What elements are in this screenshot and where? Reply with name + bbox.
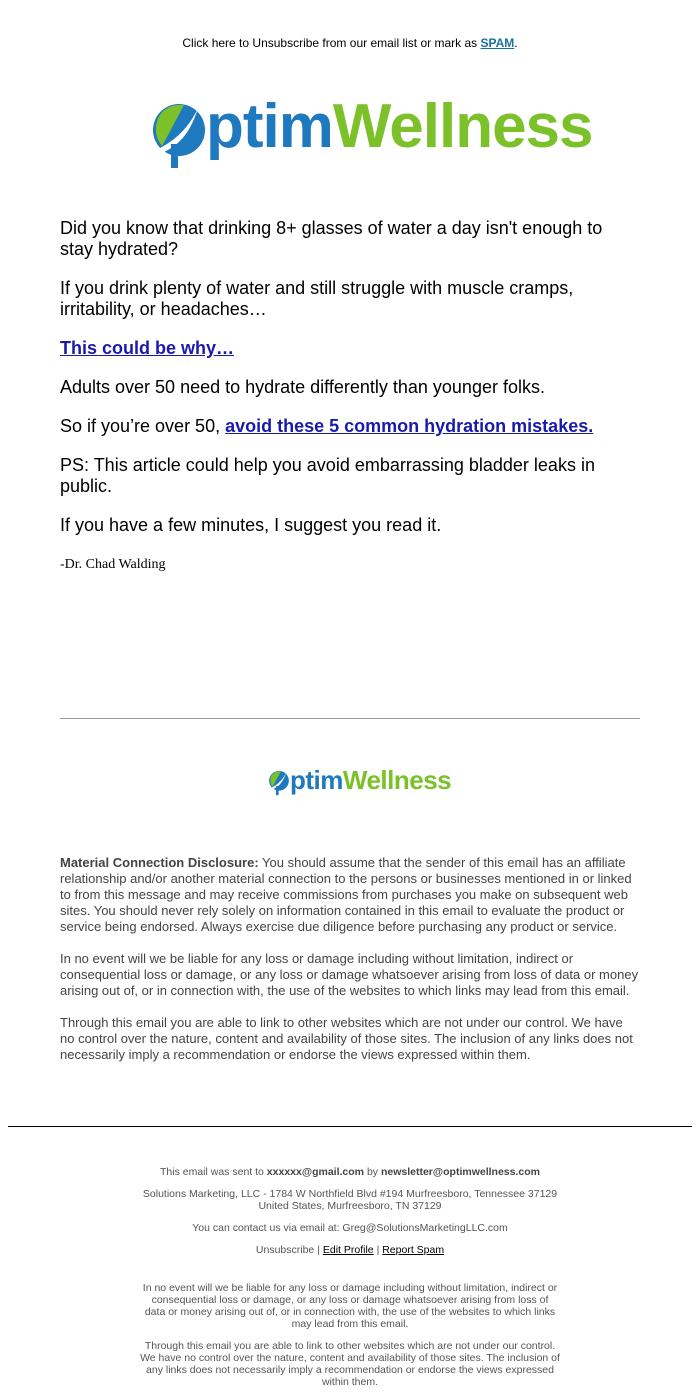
- footer-brand-wordmark: ptimWellness: [290, 765, 452, 795]
- footer-links: Unsubscribe | Edit Profile | Report Spam: [255, 1244, 445, 1256]
- recipient-email: xxxxxx@gmail.com: [266, 1166, 365, 1178]
- footer-brand-logo: [268, 762, 452, 798]
- unsubscribe-text[interactable]: Click here to Unsubscribe from our email list or mark as: [182, 36, 478, 50]
- footer-divider: [8, 1126, 692, 1127]
- article-link-why[interactable]: This could be why…: [60, 338, 235, 358]
- edit-profile-link[interactable]: Edit Profile: [322, 1244, 374, 1256]
- leaf-o-icon-small: [268, 764, 290, 796]
- paragraph-adults: Adults over 50 need to hydrate differently than younger folks.: [60, 377, 545, 397]
- liability-paragraph: In no event will we be liable for any loss or damage including without limitation, indirect or consequential loss or damage, or any loss or damage whatsoever arising from loss of data or money arising out of, or in connection with, the use of the websites to which links may lead from this email.: [60, 951, 639, 998]
- disclosure-paragraph: Material Connection Disclosure: You should assume that the sender of this email has an affiliate relationship and/or another material connection to the persons or businesses mentioned in or linked to from this message and may receive commissions from purchases you make on subsequent web sites. You should never rely solely on information contained in this email to evaluate the product or service being endorsed. Always exercise due diligence before purchasing any product or service.: [60, 855, 632, 934]
- brand-logo: [150, 84, 593, 170]
- article-link-mistakes[interactable]: avoid these 5 common hydration mistakes.: [225, 416, 594, 436]
- sender-email: newsletter@optimwellness.com: [380, 1166, 540, 1178]
- email-footer: [140, 1166, 560, 1398]
- sent-to-line: This email was sent to xxxxxx@gmail.com by newsletter@optimwellness.com: [160, 1166, 540, 1178]
- paragraph-ps: PS: This article could help you avoid embarrassing bladder leaks in public.: [60, 455, 595, 496]
- email-body: [60, 218, 640, 593]
- paragraph-over-50: So if you’re over 50, avoid these 5 common hydration mistakes.: [60, 416, 594, 436]
- disclosure-section: [60, 855, 640, 1079]
- external-links-paragraph: Through this email you are able to link to other websites which are not under our control. We have no control over the nature, content and availability of those sites. The inclusion of any links does not necessarily imply a recommendation or endorse the views expressed within them.: [60, 1015, 633, 1062]
- unsubscribe-notice: Click here to Unsubscribe from our email list or mark as SPAM.: [182, 36, 518, 50]
- unsubscribe-link[interactable]: Unsubscribe: [255, 1244, 315, 1256]
- signature: -Dr. Chad Walding: [60, 557, 166, 572]
- paragraph-suggest: If you have a few minutes, I suggest you read it.: [60, 515, 442, 535]
- brand-wordmark: ptimWellness: [206, 92, 593, 161]
- footer-legal-liability: In no event will we be liable for any loss or damage including without limitation, indirect or consequential loss or damage, or any loss or damage whatsoever arising from loss of data or money arising out of, or in connection with, the use of the websites to which links may lead from this email.: [142, 1282, 558, 1330]
- paragraph-symptoms: If you drink plenty of water and still struggle with muscle cramps, irritability, or headaches…: [60, 278, 574, 319]
- disclosure-heading: Material Connection Disclosure:: [60, 855, 259, 870]
- report-spam-link[interactable]: Report Spam: [382, 1244, 445, 1256]
- spam-link[interactable]: SPAM: [480, 36, 515, 50]
- footer-legal-links: Through this email you are able to link to other websites which are not under our control. We have no control over the nature, content and availability of those sites. The inclusion of any links does not necessarily imply a recommendation or endorse the views expressed within them.: [140, 1340, 560, 1388]
- contact-line: You can contact us via email at: Greg@SolutionsMarketingLLC.com: [192, 1222, 508, 1234]
- paragraph-intro: Did you know that drinking 8+ glasses of water a day isn't enough to stay hydrated?: [60, 218, 603, 259]
- leaf-o-icon: [150, 88, 208, 168]
- section-divider: [60, 718, 640, 719]
- postal-address: Solutions Marketing, LLC - 1784 W Northfield Blvd #194 Murfreesboro, Tennessee 37129 United States, Murfreesboro, TN 37129: [142, 1188, 558, 1212]
